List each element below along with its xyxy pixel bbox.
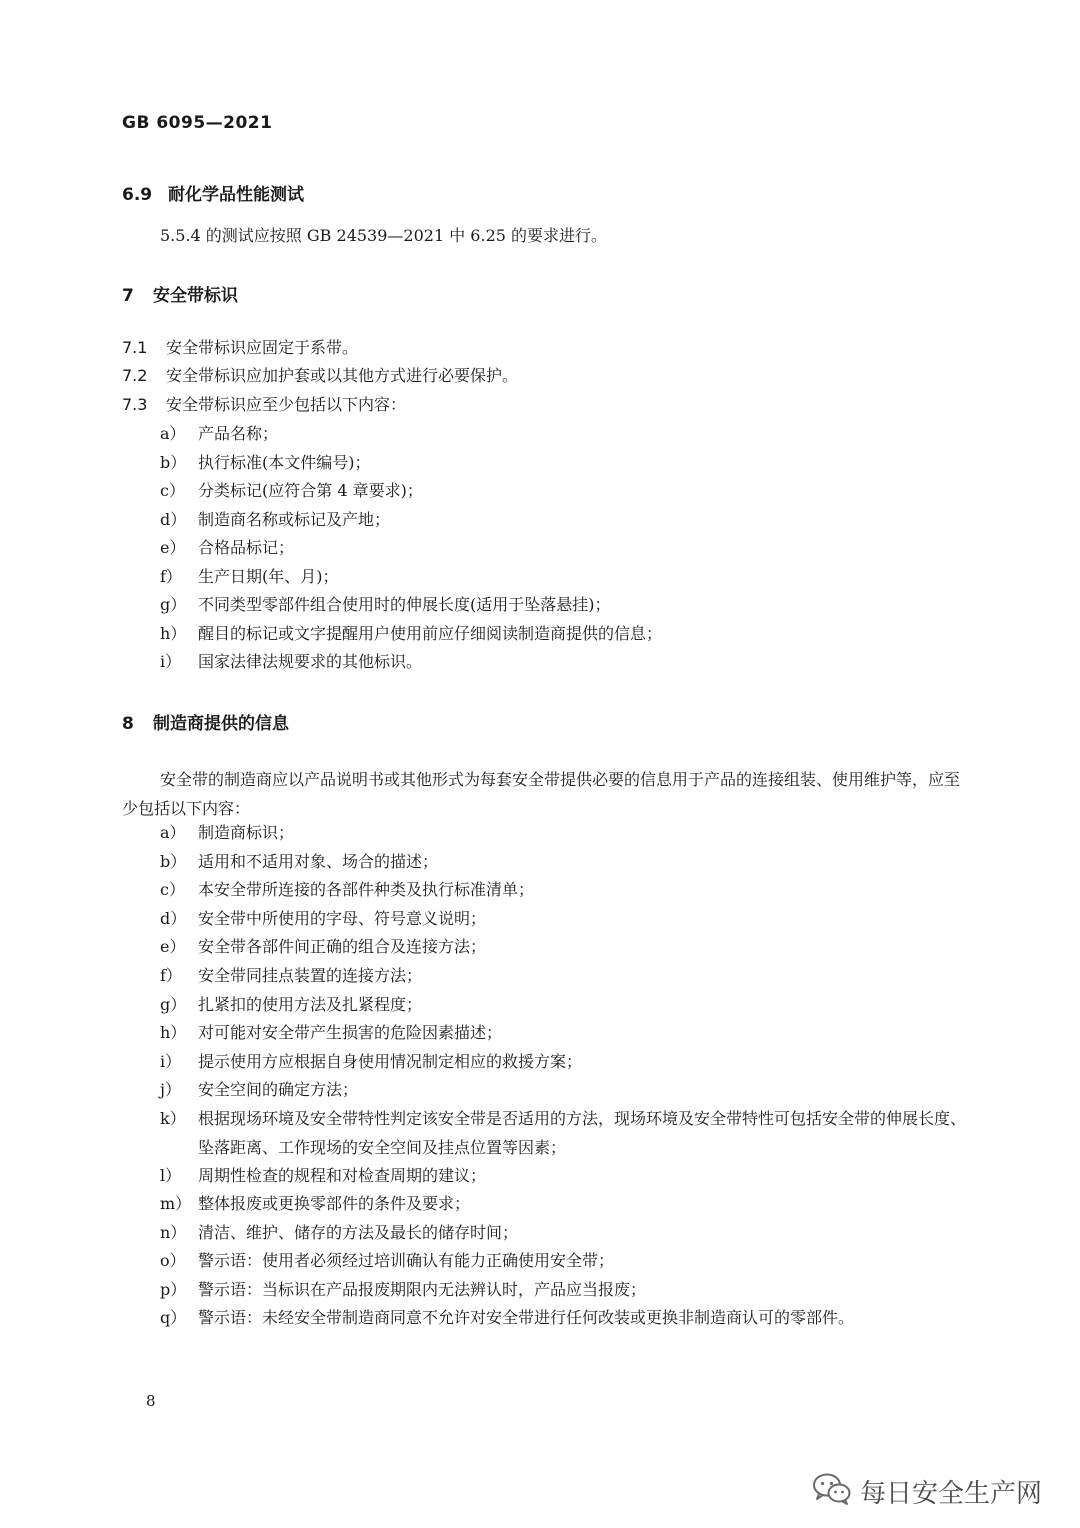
list-marker: m） [160,1194,192,1213]
list-item [160,1218,518,1247]
list-marker: f） [160,567,182,586]
section-7-heading [122,281,238,306]
section-title: 耐化学品性能测试 [168,185,304,205]
list-marker: g） [160,995,187,1014]
list-marker: i） [160,652,182,671]
list-item [160,990,422,1019]
list-text: 制造商名称或标记及产地； [198,510,391,529]
wechat-icon [812,1472,852,1510]
list-marker: i） [160,1052,182,1071]
section-8-heading [122,709,289,734]
list-item [160,961,422,990]
list-text: 执行标准(本文件编号)； [198,453,371,472]
list-item [160,619,662,648]
list-text: 适用和不适用对象、场合的描述； [198,852,439,871]
list-text: 安全带各部件间正确的组合及连接方法； [198,937,487,956]
list-text: 国家法律法规要求的其他标识。 [198,652,423,671]
section-title: 制造商提供的信息 [153,714,289,734]
list-text: 对可能对安全带产生损害的危险因素描述； [198,1023,503,1042]
list-item [160,647,422,676]
list-text: 警示语：使用者必须经过培训确认有能力正确使用安全带； [198,1251,615,1270]
list-marker: l） [160,1166,182,1185]
list-item [160,533,294,562]
list-marker: h） [160,1023,187,1042]
list-text: 整体报废或更换零部件的条件及要求； [198,1194,471,1213]
list-marker: q） [160,1308,187,1327]
list-text: 提示使用方应根据自身使用情况制定相应的救援方案； [198,1052,583,1071]
clause-text: 安全带标识应加护套或以其他方式进行必要保护。 [166,366,519,385]
section-number: 7 [122,286,134,306]
list-item [160,932,486,961]
list-marker: k） [160,1109,186,1128]
list-marker: a） [160,823,186,842]
list-item [160,1018,502,1047]
list-text: 警示语：未经安全带制造商同意不允许对安全带进行任何改装或更换非制造商认可的零部件。 [198,1308,855,1327]
section-number: 8 [122,714,134,734]
list-item [160,562,339,591]
clause-number: 7.1 [122,338,148,357]
list-marker: e） [160,538,186,557]
list-text: 制造商标识； [198,823,295,842]
list-text: 分类标记(应符合第 4 章要求)； [198,481,423,500]
list-marker: b） [160,852,187,871]
watermark [812,1472,1042,1510]
watermark-text: 每日安全生产网 [859,1478,1042,1509]
section-6-9-text: 5.5.4 的测试应按照 GB 24539—2021 中 6.25 的要求进行。 [160,226,608,245]
list-item [160,1047,582,1076]
list-text: 产品名称； [198,424,279,443]
list-marker: a） [160,424,186,443]
list-item [160,1075,358,1104]
list-item [160,1303,854,1332]
clause-number: 7.3 [122,395,148,414]
list-item [160,847,438,876]
list-item [160,476,423,505]
list-text: 安全空间的确定方法； [198,1080,359,1099]
section-6-9-heading [122,180,304,205]
list-item [160,419,278,448]
clause-7-2 [122,362,518,389]
list-item [160,1104,980,1162]
list-text: 安全带同挂点装置的连接方法； [198,966,423,985]
list-marker: h） [160,624,187,643]
list-text: 清洁、维护、储存的方法及最长的储存时间； [198,1223,519,1242]
clause-7-1 [122,334,358,361]
document-code: GB 6095—2021 [122,113,273,133]
page-number: 8 [146,1392,156,1410]
list-marker: o） [160,1251,186,1270]
clause-number: 7.2 [122,366,148,385]
list-marker: g） [160,595,187,614]
list-item [160,1189,470,1218]
list-text: 合格品标记； [198,538,295,557]
list-item [160,1161,486,1190]
list-marker: n） [160,1223,187,1242]
list-text: 安全带中所使用的字母、符号意义说明； [198,909,487,928]
list-item [160,1275,646,1304]
list-text: 警示语：当标识在产品报废期限内无法辨认时，产品应当报废； [198,1280,647,1299]
list-marker: f） [160,966,182,985]
list-marker: c） [160,880,185,899]
list-item [160,1246,614,1275]
list-item [160,875,534,904]
list-marker: j） [160,1080,181,1099]
list-marker: d） [160,909,187,928]
clause-text: 安全带标识应至少包括以下内容： [166,395,407,414]
list-text: 根据现场环境及安全带特性判定该安全带是否适用的方法，现场环境及安全带特性可包括安全带的伸展长度、坠落距离、工作现场的安全空间及挂点位置等因素； [198,1109,967,1157]
section-8-intro: 安全带的制造商应以产品说明书或其他形式为每套安全带提供必要的信息用于产品的连接组装、使用维护等，应至少包括以下内容： [122,770,961,818]
list-text: 生产日期(年、月)； [198,567,339,586]
list-marker: b） [160,453,187,472]
list-item [160,448,371,477]
list-text: 本安全带所连接的各部件种类及执行标准清单； [198,880,535,899]
clause-text: 安全带标识应固定于系带。 [166,338,359,357]
list-text: 醒目的标记或文字提醒用户使用前应仔细阅读制造商提供的信息； [198,624,663,643]
section-title: 安全带标识 [153,286,238,306]
list-marker: d） [160,510,187,529]
list-marker: e） [160,937,186,956]
list-marker: c） [160,481,185,500]
clause-7-3 [122,391,406,418]
section-number: 6.9 [122,185,153,205]
list-item [160,505,390,534]
list-item [160,904,486,933]
list-text: 扎紧扣的使用方法及扎紧程度； [198,995,423,1014]
list-text: 不同类型零部件组合使用时的伸展长度(适用于坠落悬挂)； [198,595,611,614]
list-text: 周期性检查的规程和对检查周期的建议； [198,1166,487,1185]
list-item [160,590,611,619]
list-marker: p） [160,1280,187,1299]
list-item [160,818,294,847]
